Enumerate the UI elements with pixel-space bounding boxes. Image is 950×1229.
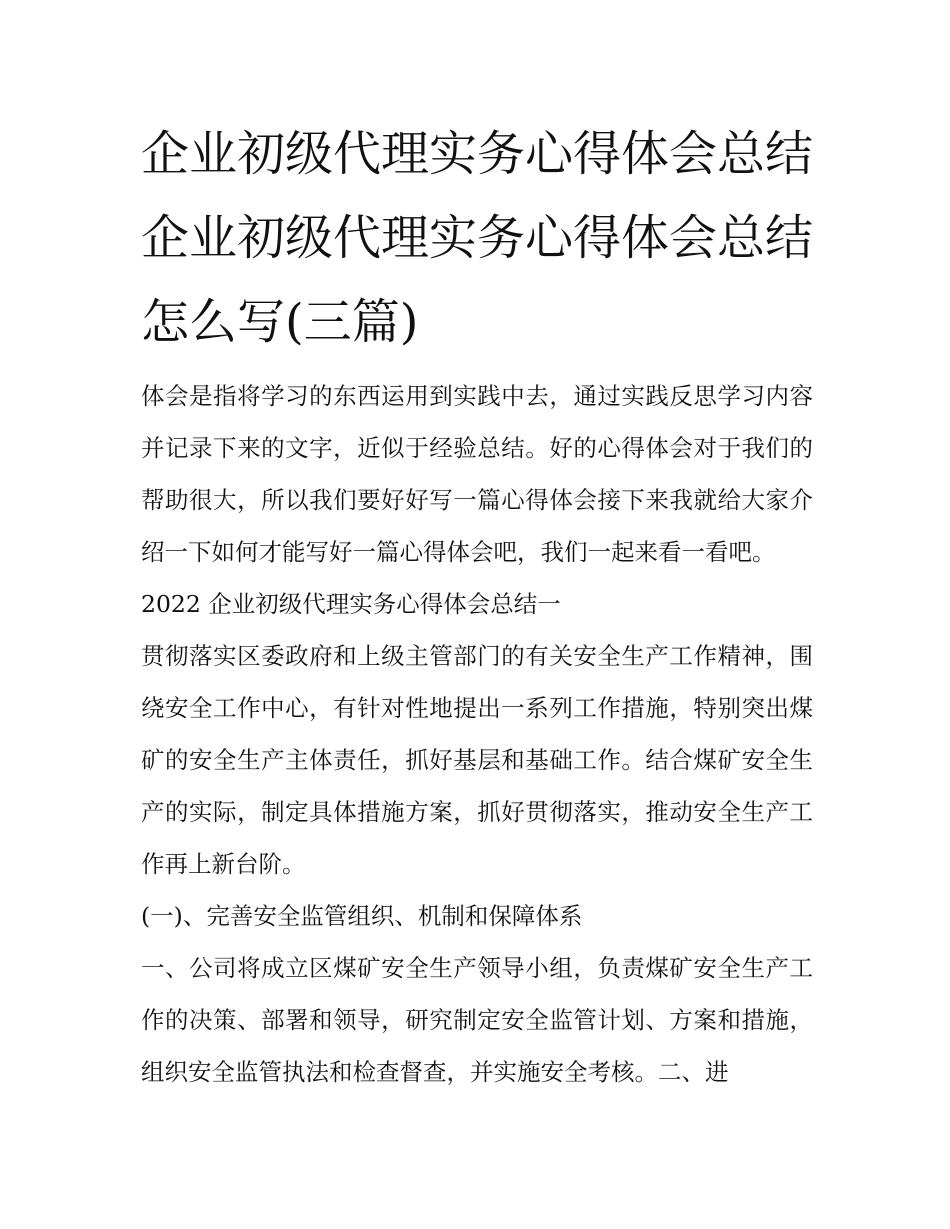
- subsection-heading: (一)、完善安全监管组织、机制和保障体系: [141, 902, 583, 930]
- subsection-paragraph: 一、公司将成立区煤矿安全生产领导小组，负责煤矿安全生产工作的决策、部署和领导，研究制定安全监管计划、方案和措施，组织安全监管执法和检查督查，并实施安全考核。二、进: [141, 954, 813, 1086]
- document-page: [141, 112, 813, 1098]
- intro-paragraph: 体会是指将学习的东西运用到实践中去，通过实践反思学习内容并记录下来的文字，近似于经验总结。好的心得体会对于我们的帮助很大，所以我们要好好写一篇心得体会接下来我就给大家介绍一下如何才能写好一篇心得体会吧，我们一起来看一看吧。: [141, 382, 813, 566]
- section-paragraph: 贯彻落实区委政府和上级主管部门的有关安全生产工作精神，围绕安全工作中心，有针对性地提出一系列工作措施，特别突出煤矿的安全生产主体责任，抓好基层和基础工作。结合煤矿安全生产的实际，制定具体措施方案，抓好贯彻落实，推动安全生产工作再上新台阶。: [141, 642, 813, 878]
- section-heading: 2022 企业初级代理实务心得体会总结一: [141, 590, 561, 618]
- document-title: 企业初级代理实务心得体会总结 企业初级代理实务心得体会总结怎么写(三篇): [141, 126, 814, 350]
